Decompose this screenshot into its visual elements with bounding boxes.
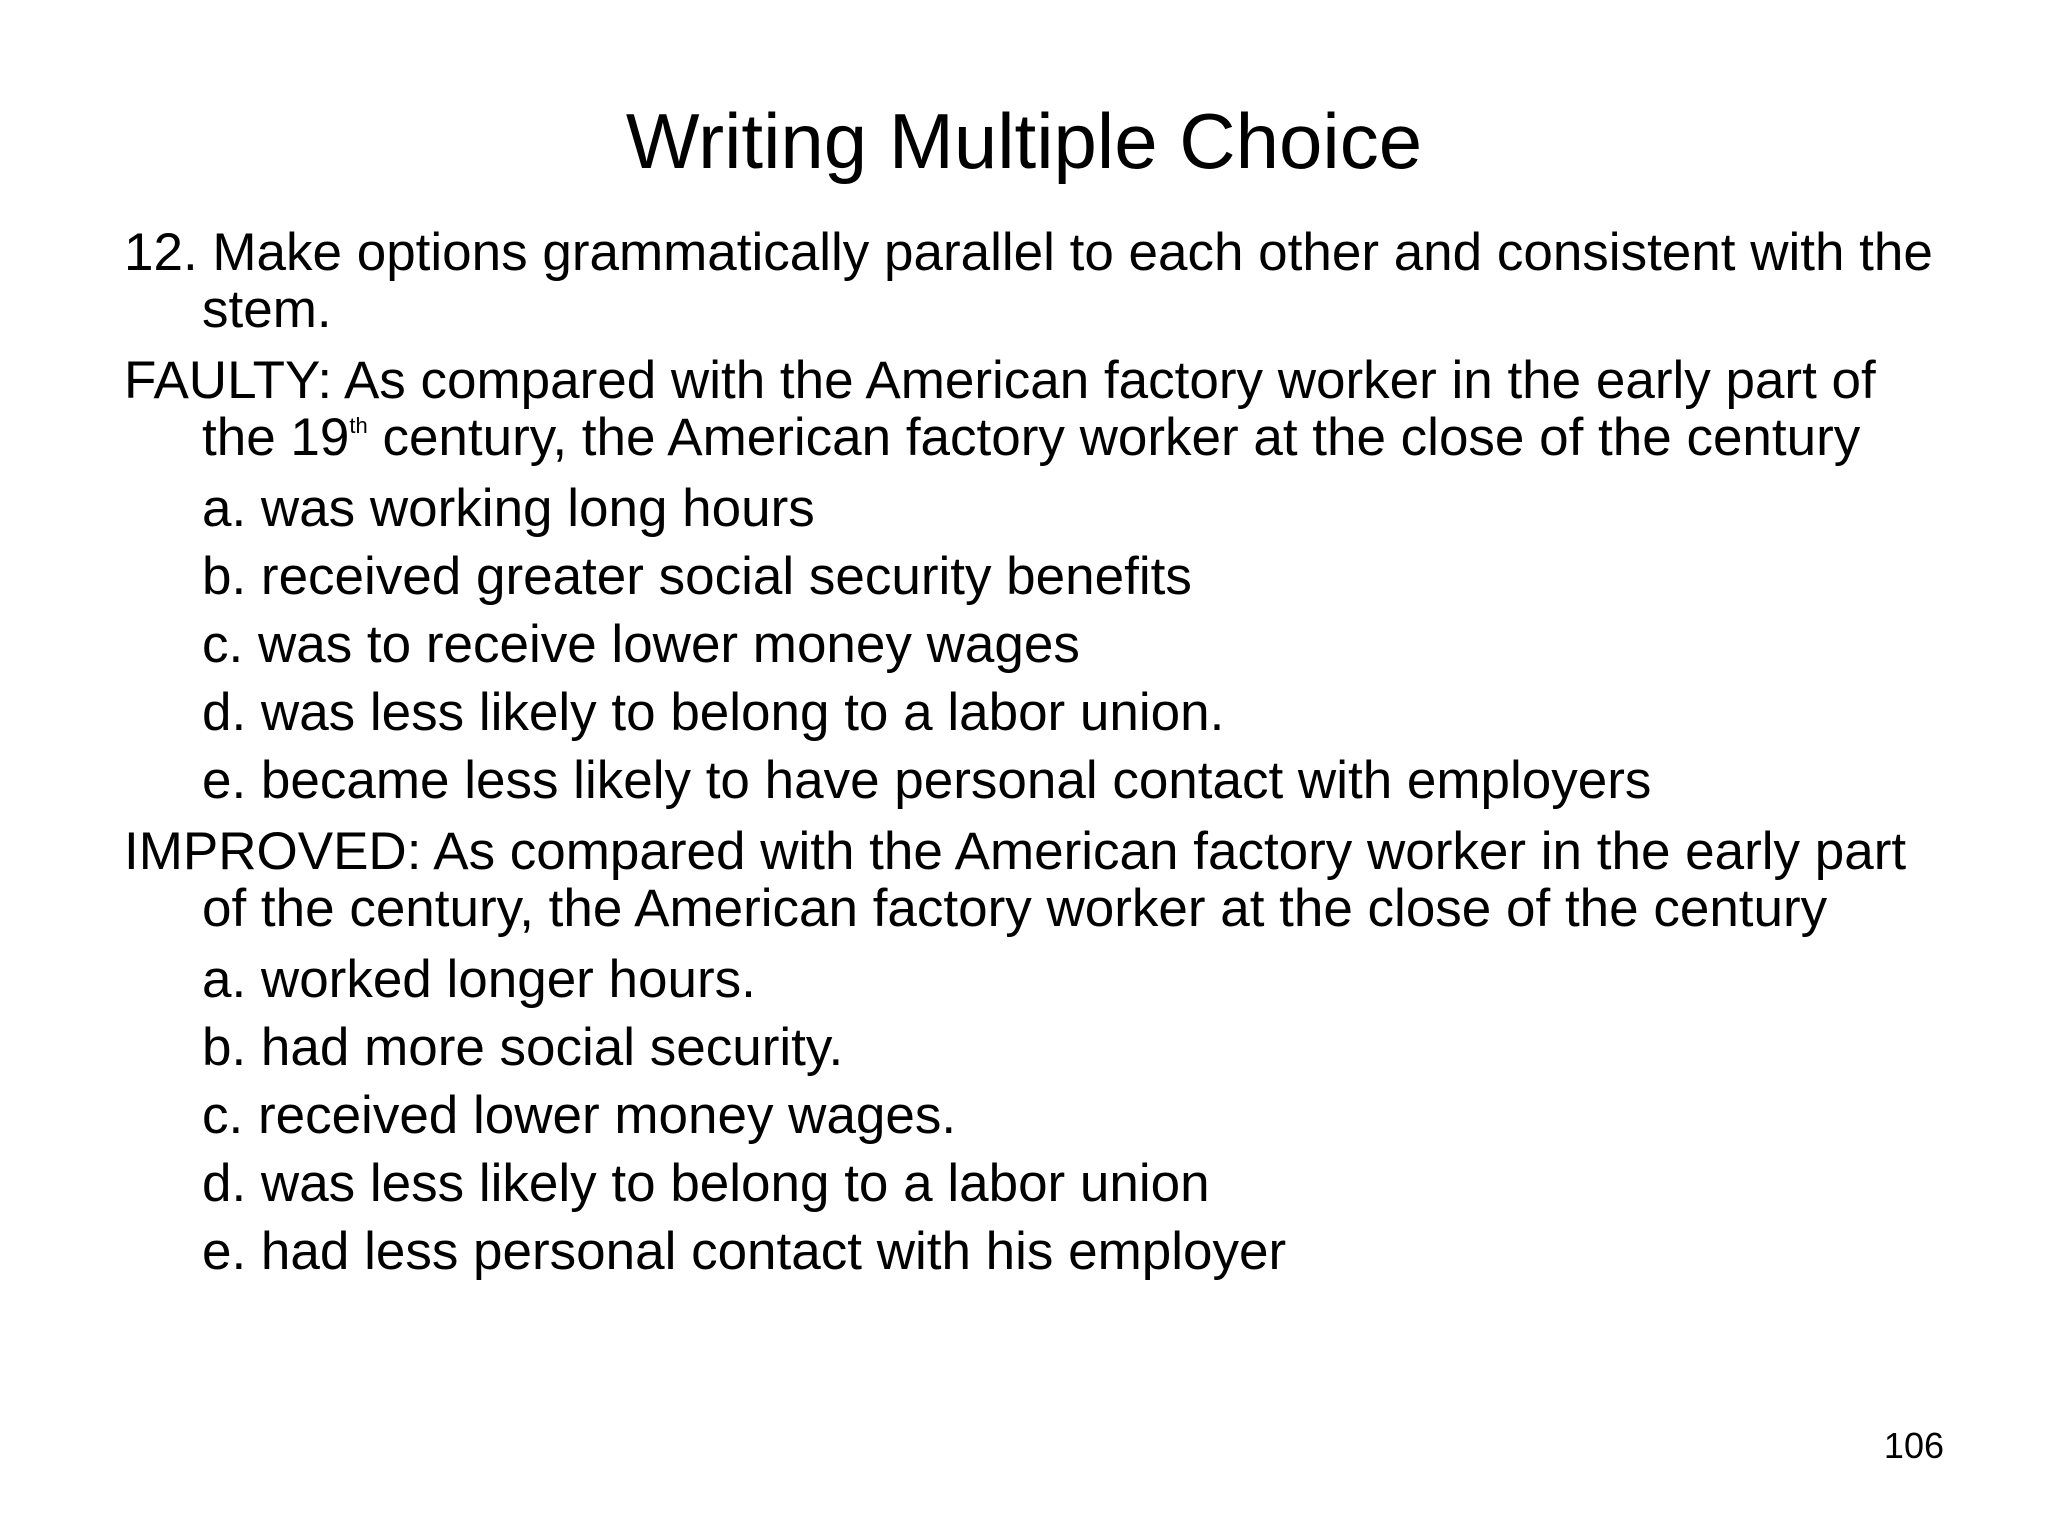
improved-option-d: d. was less likely to belong to a labor union (202, 1154, 1210, 1213)
faulty-stem (124, 352, 1964, 466)
slide-title: Writing Multiple Choice (625, 97, 1423, 185)
slide-body (124, 224, 1964, 1291)
faulty-options (124, 480, 1964, 809)
improved-option-a: a. worked longer hours. (202, 950, 756, 1009)
page-number: 106 (1883, 1425, 1944, 1466)
faulty-option-c: c. was to receive lower money wages (202, 615, 1080, 674)
faulty-option-a: a. was working long hours (202, 479, 815, 538)
faulty-stem-part1: FAULTY: As compared with the American factory worker in the early part of the 19 (124, 351, 1876, 467)
improved-stem: IMPROVED: As compared with the American factory worker in the early part of the century, the American factory worker at the close of the century (124, 822, 1907, 938)
guideline-text: 12. Make options grammatically parallel to each other and consistent with the stem. (124, 223, 1933, 339)
improved-option-c: c. received lower money wages. (202, 1086, 957, 1145)
faulty-stem-part2: century, the American factory worker at the close of the century (367, 408, 1861, 467)
faulty-option-d: d. was less likely to belong to a labor union. (202, 683, 1225, 742)
improved-options (124, 951, 1964, 1280)
improved-option-b: b. had more social security. (202, 1018, 844, 1077)
faulty-option-b: b. received greater social security benefits (202, 547, 1192, 606)
ordinal-superscript: th (349, 413, 368, 438)
faulty-option-e: e. became less likely to have personal contact with employers (202, 751, 1652, 810)
improved-option-e: e. had less personal contact with his employer (202, 1222, 1287, 1281)
